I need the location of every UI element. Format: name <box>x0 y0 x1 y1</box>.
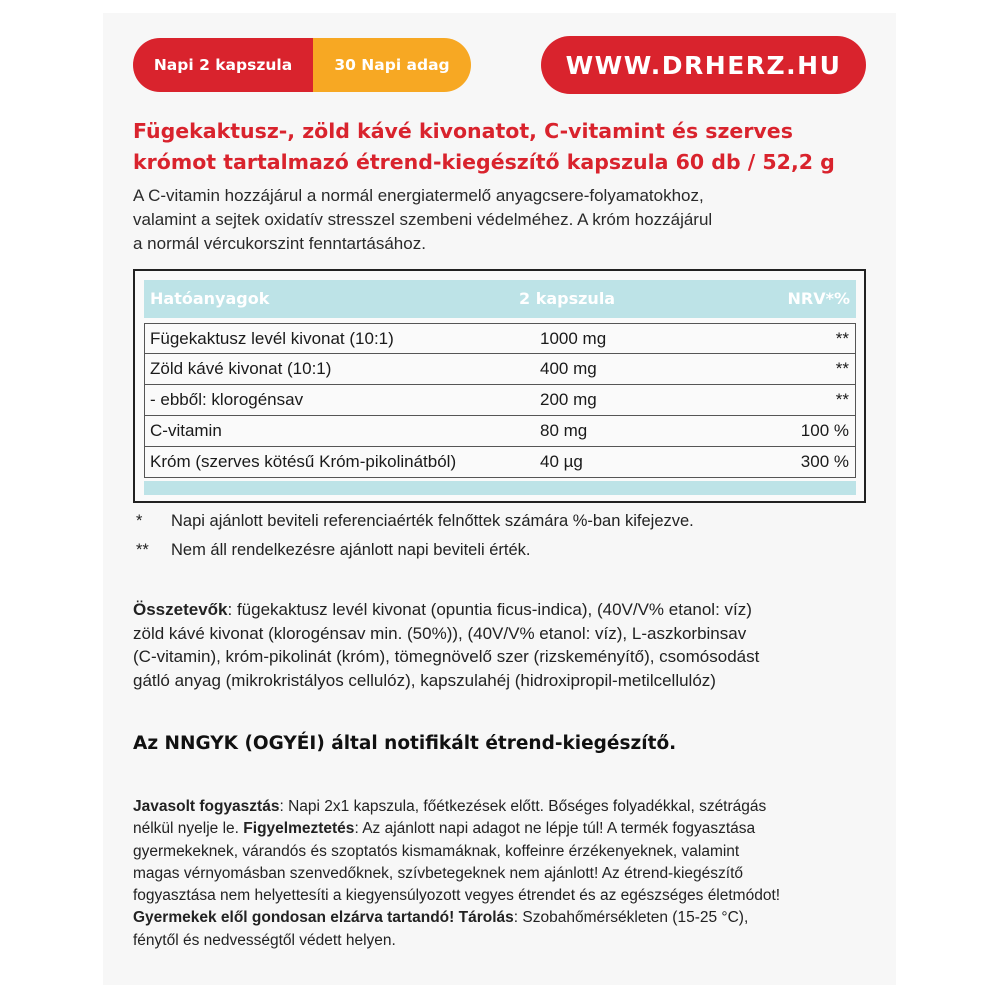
ingredient-amount: 80 mg <box>540 421 588 440</box>
ingredients-line-1: : fügekaktusz levél kivonat (opuntia ficus-indica), (40V/V% etanol: víz) <box>227 600 752 619</box>
intro-line-1: A C-vitamin hozzájárul a normál energiatermelő anyagcsere-folyamatokhoz, <box>133 186 704 205</box>
ingredient-nrv: 100 % <box>800 421 849 440</box>
table-body <box>144 323 856 478</box>
table-header <box>144 280 856 318</box>
ingredients-line-3: (C-vitamin), króm-pikolinát (króm), tömegnövelő szer (rizskeményítő), csomósodást <box>133 647 760 666</box>
recommended-use-label: Javasolt fogyasztás <box>133 798 280 815</box>
footnote-text: Nem áll rendelkezésre ajánlott napi beviteli érték. <box>171 541 531 559</box>
website-badge: WWW.DRHERZ.HU <box>541 36 866 94</box>
ingredient-amount: 400 mg <box>540 359 597 378</box>
recommended-use-text-1: : Napi 2x1 kapszula, főétkezések előtt. Bőséges folyadékkal, szétrágás <box>279 798 767 815</box>
ingredient-amount: 1000 mg <box>540 329 607 348</box>
ingredient-nrv: ** <box>835 390 849 409</box>
ingredient-name: Zöld kávé kivonat (10:1) <box>150 359 332 378</box>
ingredients-line-2: zöld kávé kivonat (klorogénsav min. (50%)), (40V/V% etanol: víz), L-aszkorbinsav <box>133 623 747 643</box>
warning-text-3: magas vérnyomásban szenvedőknek, szívbetegeknek nem ajánlott! Az étrend-kiegészítő <box>133 864 744 882</box>
footnote-mark: ** <box>136 541 149 559</box>
warning-text-2: gyermekeknek, várandós és szoptatós kismamáknak, koffeinre érzékenyeknek, valamint <box>133 842 740 860</box>
ingredient-name: Fügekaktusz levél kivonat (10:1) <box>150 329 394 348</box>
intro-line-2: valamint a sejtek oxidatív stresszel szembeni védelméhez. A króm hozzájárul <box>133 210 713 229</box>
ingredient-name: Króm (szerves kötésű Króm-pikolinátból) <box>150 452 457 471</box>
nutrition-table <box>133 269 866 503</box>
ingredient-name: - ebből: klorogénsav <box>150 390 304 409</box>
footnote-mark: * <box>136 512 143 530</box>
children-warning: Gyermekek elől gondosan elzárva tartandó! <box>133 909 455 927</box>
footnote <box>133 512 873 541</box>
header-two-capsules: 2 kapszula <box>519 289 616 308</box>
warning-label: Figyelmeztetés <box>243 820 355 838</box>
header-nrv: NRV*% <box>787 289 850 308</box>
footnote-text: Napi ajánlott beviteli referenciaérték felnőttek számára %-ban kifejezve. <box>171 512 694 530</box>
usage-instructions <box>133 796 878 952</box>
health-claim <box>133 184 883 256</box>
footnotes <box>133 512 873 570</box>
ingredient-name: C-vitamin <box>150 421 222 440</box>
ingredient-amount: 200 mg <box>540 390 597 409</box>
notification-statement: Az NNGYK (OGYÉI) által notifikált étrend-kiegészítő. <box>133 733 677 754</box>
footnote <box>133 541 873 570</box>
table-row <box>144 416 856 447</box>
table-row <box>144 354 856 385</box>
ingredient-nrv: ** <box>835 359 849 378</box>
title-line-2: krómot tartalmazó étrend-kiegészítő kapszula 60 db / 52,2 g <box>133 150 835 174</box>
header-active-ingredients: Hatóanyagok <box>150 289 270 308</box>
intro-line-3: a normál vércukorszint fenntartásához. <box>133 234 426 253</box>
ingredients-line-4: gátló anyag (mikrokristályos cellulóz), kapszulahéj (hidroxipropil-metilcellulóz) <box>133 670 716 690</box>
table-footer-bar <box>144 481 856 495</box>
dosage-badge <box>133 38 471 92</box>
table-row <box>144 323 856 354</box>
storage-text-1: : Szobahőmérsékleten (15-25 °C), <box>513 909 749 927</box>
warning-text-4: fogyasztása nem helyettesíti a kiegyensúlyozott vegyes étrendet és az egészséges életmódot! <box>133 887 781 905</box>
title-line-1: Fügekaktusz-, zöld kávé kivonatot, C-vitamint és szerves <box>133 119 793 143</box>
storage-label: Tárolás <box>458 909 514 927</box>
table-row <box>144 447 856 478</box>
ingredients-list <box>133 598 883 692</box>
ingredient-nrv: ** <box>835 329 849 348</box>
daily-capsules-badge: Napi 2 kapszula <box>133 38 313 92</box>
daily-doses-badge: 30 Napi adag <box>313 38 471 92</box>
ingredient-amount: 40 µg <box>540 452 583 471</box>
table-row <box>144 385 856 416</box>
ingredients-label: Összetevők <box>133 600 228 619</box>
product-title <box>133 116 873 178</box>
warning-text-1: : Az ajánlott napi adagot ne lépje túl! A termék fogyasztása <box>354 820 756 838</box>
recommended-use-text-2: nélkül nyelje le. <box>133 820 244 838</box>
storage-text-2: fénytől és nedvességtől védett helyen. <box>133 931 396 949</box>
ingredient-nrv: 300 % <box>800 452 849 471</box>
